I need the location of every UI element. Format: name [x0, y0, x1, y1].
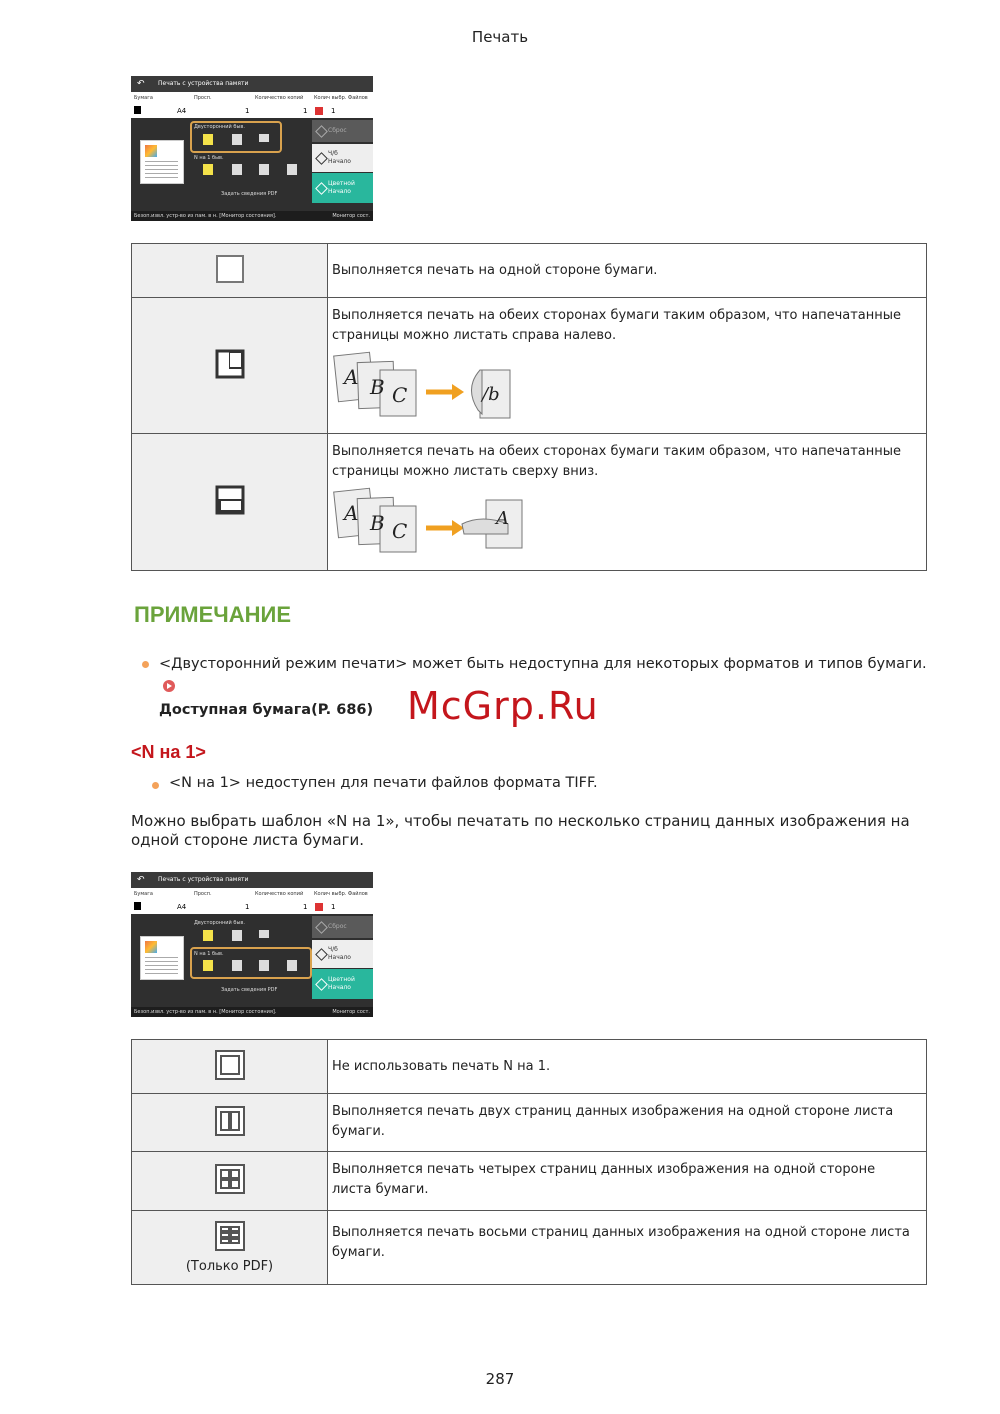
- four-in-one-icon: [215, 1164, 245, 1194]
- page-header: Печать: [471, 28, 529, 46]
- duplex-short-text: Выполняется печать на обеих сторонах бумаги таким образом, что напечатанные страницы можно листать сверху вниз.: [332, 444, 902, 479]
- table-row: [132, 1094, 927, 1152]
- paper-icon: [134, 106, 141, 114]
- preview-thumbnail: [140, 140, 184, 184]
- duplex-short-edge-icon[interactable]: [259, 930, 269, 938]
- bullet-icon: [152, 782, 159, 789]
- reset-button[interactable]: Сброс: [312, 120, 373, 142]
- col-paper: Бумага: [134, 95, 153, 101]
- label-duplex: Двусторонний быв.: [194, 124, 245, 130]
- val-copies[interactable]: 1: [303, 903, 308, 911]
- pdf-password-button[interactable]: Задать сведения PDF: [221, 987, 278, 993]
- pdf-password-button[interactable]: Задать сведения PDF: [221, 191, 278, 197]
- label-duplex: Двусторонний быв.: [194, 920, 245, 926]
- printer-screen-nup: [131, 872, 373, 1017]
- status-text: Безоп.извл. устр-во из пам. в н. [Монитор состояния].: [134, 1009, 277, 1015]
- col-files: Колич выбр. Файлов: [314, 95, 368, 101]
- status-monitor-button[interactable]: Монитор сост.: [332, 1009, 370, 1015]
- nup-bullet-text: <N на 1> недоступен для печати файлов формата TIFF.: [169, 775, 598, 791]
- letter-a: A: [344, 365, 359, 389]
- table-cell-text: Выполняется печать четырех страниц данных изображения на одной стороне листа бумаги.: [328, 1152, 927, 1211]
- table-cell-text: [328, 434, 927, 571]
- four-in-one-icon[interactable]: [259, 164, 269, 175]
- col-copies: Количество копий: [255, 95, 304, 101]
- val-print[interactable]: 1: [245, 107, 250, 115]
- note-body: <Двусторонний режим печати> может быть недоступна для некоторых форматов и типов бумаги.: [159, 656, 927, 672]
- table-row: [132, 1152, 927, 1211]
- val-print[interactable]: 1: [245, 903, 250, 911]
- svg-text:C: C: [392, 519, 408, 543]
- status-bar: [131, 1007, 373, 1017]
- bw-start-button[interactable]: Ч/б Начало: [312, 144, 373, 172]
- duplex-long-edge-icon[interactable]: [232, 930, 242, 941]
- screen-title: Печать с устройства памяти: [158, 80, 249, 87]
- two-in-one-icon: [215, 1106, 245, 1136]
- screen-topbar: [131, 76, 373, 92]
- one-in-one-icon[interactable]: [203, 960, 213, 971]
- col-files: Колич выбр. Файлов: [314, 891, 368, 897]
- table-cell-text: Выполняется печать двух страниц данных изображения на одной стороне листа бумаги.: [328, 1094, 927, 1152]
- two-in-one-icon[interactable]: [232, 960, 242, 971]
- letter-c: C: [392, 383, 408, 407]
- screen-values: [131, 104, 373, 118]
- nup-paragraph: Можно выбрать шаблон «N на 1», чтобы печатать по несколько страниц данных изображения на одной стороне листа бумаги.: [131, 812, 910, 849]
- screen-topbar: [131, 872, 373, 888]
- simplex-page-icon: [216, 255, 244, 283]
- duplex-short-edge-icon: [215, 485, 245, 515]
- section-heading-nup: <N на 1>: [131, 742, 206, 762]
- val-paper[interactable]: A4: [177, 107, 187, 115]
- table-cell-icon: [132, 1094, 328, 1152]
- table-row: [132, 1211, 927, 1285]
- color-start-button[interactable]: Цветной Начало: [312, 969, 373, 999]
- preview-thumbnail: [140, 936, 184, 980]
- paper-icon: [134, 902, 141, 910]
- bw-start-button[interactable]: Ч/б Начало: [312, 940, 373, 968]
- screen-column-headers: [131, 888, 373, 900]
- val-files[interactable]: 1: [331, 107, 336, 115]
- screen-title: Печать с устройства памяти: [158, 876, 249, 883]
- link-arrow-icon[interactable]: [163, 680, 175, 692]
- table-cell-icon: [132, 1040, 328, 1094]
- watermark: McGrp.Ru: [407, 684, 599, 728]
- val-copies[interactable]: 1: [303, 107, 308, 115]
- svg-text:A: A: [496, 508, 509, 529]
- file-icon: [315, 903, 323, 911]
- color-start-button[interactable]: Цветной Начало: [312, 173, 373, 203]
- eight-in-one-icon[interactable]: [287, 164, 297, 175]
- page-number: 287: [485, 1370, 515, 1388]
- eight-in-one-icon[interactable]: [287, 960, 297, 971]
- table-row: [132, 434, 927, 571]
- paper-link[interactable]: Доступная бумага(P. 686): [159, 702, 374, 718]
- file-icon: [315, 107, 323, 115]
- status-text: Безоп.извл. устр-во из пам. в н. [Монитор состояния].: [134, 213, 277, 219]
- table-cell-text: Не использовать печать N на 1.: [328, 1040, 927, 1094]
- reset-button[interactable]: Сброс: [312, 916, 373, 938]
- note-heading: ПРИМЕЧАНИЕ: [134, 602, 292, 627]
- simplex-page-icon[interactable]: [203, 134, 213, 145]
- val-files[interactable]: 1: [331, 903, 336, 911]
- bullet-icon: [142, 661, 149, 668]
- screen-values: [131, 900, 373, 914]
- table-cell-text: [328, 298, 927, 434]
- duplex-short-edge-icon[interactable]: [259, 134, 269, 142]
- duplex-short-edge-illustration: [332, 484, 532, 562]
- screen-column-headers: [131, 92, 373, 104]
- two-in-one-icon[interactable]: [232, 164, 242, 175]
- col-print: Просп.: [194, 95, 212, 101]
- one-in-one-icon: [215, 1050, 245, 1080]
- table-row: [132, 244, 927, 298]
- duplex-long-edge-icon[interactable]: [232, 134, 242, 145]
- table-cell-icon: [132, 1211, 328, 1285]
- svg-text:A: A: [344, 501, 359, 525]
- col-print: Просп.: [194, 891, 212, 897]
- table-row: [132, 1040, 927, 1094]
- four-in-one-icon[interactable]: [259, 960, 269, 971]
- table-cell-icon: [132, 298, 328, 434]
- label-nup: N на 1 быв.: [194, 155, 224, 161]
- eight-in-one-icon: [215, 1221, 245, 1251]
- svg-text:B: B: [370, 511, 385, 535]
- back-icon[interactable]: ↶: [137, 79, 145, 89]
- table-cell-icon: [132, 434, 328, 571]
- col-copies: Количество копий: [255, 891, 304, 897]
- table-cell-text: Выполняется печать восьми страниц данных изображения на одной стороне листа бумаги.: [328, 1211, 927, 1285]
- nup-table: [131, 1039, 927, 1285]
- table-cell-icon: [132, 1152, 328, 1211]
- duplex-table: [131, 243, 927, 571]
- table-cell-text: Выполняется печать на одной стороне бумаги.: [328, 244, 927, 298]
- duplex-long-edge-icon: [215, 349, 245, 379]
- simplex-page-icon[interactable]: [203, 930, 213, 941]
- table-cell-icon: [132, 244, 328, 298]
- status-bar: [131, 211, 373, 221]
- duplex-long-edge-illustration: [332, 348, 522, 426]
- one-in-one-icon[interactable]: [203, 164, 213, 175]
- printer-screen-duplex: [131, 76, 373, 221]
- pdf-only-note: (Только PDF): [185, 1259, 274, 1274]
- letter-b: B: [370, 375, 385, 399]
- duplex-long-text: Выполняется печать на обеих сторонах бумаги таким образом, что напечатанные страницы можно листать справа налево.: [332, 308, 902, 343]
- back-icon[interactable]: ↶: [137, 875, 145, 885]
- table-row: [132, 298, 927, 434]
- svg-text:/b: /b: [482, 384, 500, 405]
- val-paper[interactable]: A4: [177, 903, 187, 911]
- col-paper: Бумага: [134, 891, 153, 897]
- label-nup: N на 1 быв.: [194, 951, 224, 957]
- status-monitor-button[interactable]: Монитор сост.: [332, 213, 370, 219]
